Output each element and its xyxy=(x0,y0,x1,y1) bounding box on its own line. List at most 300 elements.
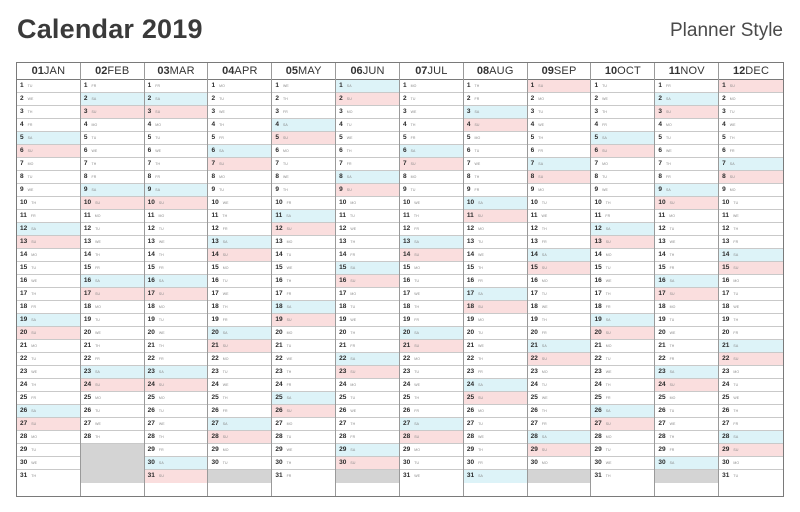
weekday-label: FR xyxy=(669,357,675,361)
day-number: 13 xyxy=(20,238,28,245)
day-number: 1 xyxy=(402,82,407,89)
day-number: 25 xyxy=(530,394,538,401)
weekday-label: MO xyxy=(541,370,548,374)
day-number: 25 xyxy=(275,394,283,401)
day-number: 20 xyxy=(275,329,283,336)
day-number: 14 xyxy=(147,251,155,258)
day-cell xyxy=(655,314,718,327)
weekday-label: MO xyxy=(95,396,101,400)
day-number: 5 xyxy=(339,134,343,141)
day-cell xyxy=(208,379,271,392)
day-number: 2 xyxy=(211,95,216,102)
weekday-label: MO xyxy=(605,435,612,439)
day-number: 2 xyxy=(658,95,662,102)
day-cell xyxy=(17,171,80,184)
day-cell xyxy=(81,418,144,431)
day-cell xyxy=(528,249,591,262)
weekday-label: TU xyxy=(31,266,37,270)
day-number: 1 xyxy=(594,82,599,89)
day-number: 20 xyxy=(466,329,475,336)
weekday-label: TH xyxy=(95,253,100,257)
day-cell xyxy=(464,418,527,431)
day-number: 6 xyxy=(147,147,152,154)
day-number: 7 xyxy=(211,160,216,167)
day-number: 25 xyxy=(20,394,28,401)
day-cell xyxy=(336,132,399,145)
day-number: 12 xyxy=(339,225,347,232)
weekday-label: WE xyxy=(286,266,293,270)
day-number: 10 xyxy=(594,199,602,206)
day-cell xyxy=(17,353,80,366)
weekday-label: SU xyxy=(286,227,292,231)
month-column-jun xyxy=(336,63,400,496)
day-cell xyxy=(208,327,271,340)
weekday-label: TU xyxy=(31,448,37,452)
day-cell xyxy=(272,236,335,249)
day-number: 3 xyxy=(211,108,216,115)
weekday-label: FR xyxy=(158,266,164,270)
day-cell xyxy=(272,184,335,197)
weekday-label: TH xyxy=(474,84,480,88)
weekday-label: SU xyxy=(350,370,356,374)
weekday-label: FR xyxy=(91,175,97,179)
day-cell xyxy=(17,119,80,132)
day-cell xyxy=(17,197,80,210)
day-number: 29 xyxy=(339,446,347,453)
day-number: 25 xyxy=(402,394,411,401)
month-header xyxy=(591,63,654,80)
day-number: 28 xyxy=(658,433,666,440)
month-name: NOV xyxy=(680,65,705,77)
day-cell xyxy=(208,184,271,197)
weekday-label: TH xyxy=(538,136,544,140)
day-number: 13 xyxy=(83,238,92,245)
weekday-label: FR xyxy=(729,149,735,153)
weekday-label: SU xyxy=(286,318,292,322)
day-number: 2 xyxy=(339,95,343,102)
day-cell xyxy=(591,418,654,431)
day-cell xyxy=(145,119,208,132)
day-cell xyxy=(655,340,718,353)
day-number: 18 xyxy=(83,303,92,310)
weekday-label: SU xyxy=(729,175,735,179)
day-cell xyxy=(719,106,783,119)
day-number: 22 xyxy=(594,355,602,362)
day-number: 12 xyxy=(20,225,28,232)
weekday-label: TH xyxy=(31,474,37,478)
day-cell xyxy=(528,197,591,210)
day-cell xyxy=(591,171,654,184)
day-cell xyxy=(655,249,718,262)
day-cell xyxy=(17,145,80,158)
weekday-label: MO xyxy=(350,292,357,296)
day-number: 2 xyxy=(530,95,535,102)
weekday-label: FR xyxy=(605,396,611,400)
day-cell xyxy=(336,418,399,431)
day-cell xyxy=(464,145,527,158)
weekday-label: FR xyxy=(669,448,675,452)
day-cell xyxy=(464,262,527,275)
day-number: 14 xyxy=(658,251,666,258)
day-number: 21 xyxy=(20,342,28,349)
day-number: 30 xyxy=(530,459,538,466)
weekday-label: TU xyxy=(219,188,224,192)
month-column-jul xyxy=(400,63,464,496)
weekday-label: SU xyxy=(733,357,739,361)
weekday-label: SA xyxy=(605,227,611,231)
weekday-label: WE xyxy=(733,305,740,309)
month-number: 04 xyxy=(222,65,235,77)
day-cell xyxy=(528,158,591,171)
weekday-label: TU xyxy=(222,279,228,283)
day-cell xyxy=(719,184,783,197)
weekday-label: SA xyxy=(222,331,228,335)
day-cell xyxy=(272,210,335,223)
weekday-label: FR xyxy=(414,227,420,231)
day-cell xyxy=(336,457,399,470)
day-number: 19 xyxy=(658,316,666,323)
day-number: 28 xyxy=(530,433,538,440)
day-cell xyxy=(464,444,527,457)
weekday-label: TH xyxy=(350,331,356,335)
day-number: 30 xyxy=(339,459,347,466)
day-number: 11 xyxy=(530,212,538,219)
day-cell xyxy=(145,262,208,275)
day-cell xyxy=(464,366,527,379)
day-cell xyxy=(400,457,463,470)
weekday-label: TH xyxy=(410,123,416,127)
weekday-label: MO xyxy=(478,409,484,413)
day-number: 20 xyxy=(658,329,666,336)
day-number: 6 xyxy=(339,147,343,154)
weekday-label: TH xyxy=(222,305,228,309)
day-cell xyxy=(208,236,271,249)
day-number: 15 xyxy=(466,264,475,271)
day-cell xyxy=(400,132,463,145)
weekday-label: WE xyxy=(158,331,165,335)
weekday-label: FR xyxy=(541,240,547,244)
day-cell xyxy=(81,392,144,405)
day-cell xyxy=(400,405,463,418)
weekday-label: SU xyxy=(733,266,739,270)
day-cell xyxy=(464,93,527,106)
day-number: 23 xyxy=(339,368,347,375)
day-cell xyxy=(145,236,208,249)
day-number: 21 xyxy=(658,342,666,349)
day-number: 21 xyxy=(466,342,475,349)
month-name: MAR xyxy=(169,65,195,77)
weekday-label: TH xyxy=(91,162,97,166)
day-number: 30 xyxy=(402,459,411,466)
day-number: 22 xyxy=(211,355,219,362)
day-cell xyxy=(719,340,783,353)
day-number: 24 xyxy=(530,381,538,388)
day-cell xyxy=(400,262,463,275)
day-cell xyxy=(464,340,527,353)
day-number: 19 xyxy=(466,316,475,323)
day-cell xyxy=(272,106,335,119)
month-header xyxy=(655,63,718,80)
weekday-label: WE xyxy=(414,474,421,478)
day-cell xyxy=(272,145,335,158)
weekday-label: SU xyxy=(669,292,675,296)
day-cell xyxy=(591,379,654,392)
day-cell xyxy=(81,106,144,119)
day-number: 3 xyxy=(658,108,662,115)
day-cell xyxy=(528,353,591,366)
weekday-label: WE xyxy=(222,201,229,205)
day-number: 30 xyxy=(466,459,475,466)
day-cell xyxy=(272,314,335,327)
day-number: 12 xyxy=(83,225,92,232)
day-number: 31 xyxy=(594,472,602,479)
day-number: 8 xyxy=(594,173,599,180)
weekday-label: TH xyxy=(95,344,100,348)
day-number: 25 xyxy=(211,394,219,401)
month-header xyxy=(208,63,271,80)
day-cell xyxy=(528,184,591,197)
day-cell xyxy=(17,340,80,353)
weekday-label: TU xyxy=(478,331,483,335)
day-number: 27 xyxy=(530,420,538,427)
day-cell xyxy=(208,431,271,444)
weekday-label: TH xyxy=(155,162,161,166)
weekday-label: SU xyxy=(602,149,608,153)
day-number: 13 xyxy=(211,238,219,245)
day-cell xyxy=(591,145,654,158)
day-number: 16 xyxy=(147,277,155,284)
weekday-label: TU xyxy=(155,136,161,140)
weekday-label: TU xyxy=(541,383,547,387)
day-number: 7 xyxy=(83,160,88,167)
weekday-label: SU xyxy=(669,383,675,387)
day-cell xyxy=(145,275,208,288)
weekday-label: FR xyxy=(222,318,228,322)
day-number: 20 xyxy=(594,329,602,336)
day-number: 19 xyxy=(594,316,602,323)
day-number: 17 xyxy=(275,290,283,297)
day-number: 23 xyxy=(466,368,475,375)
day-cell xyxy=(400,431,463,444)
month-number: 10 xyxy=(604,65,618,77)
day-number: 11 xyxy=(658,212,666,219)
day-number: 10 xyxy=(466,199,475,206)
day-number: 21 xyxy=(211,342,219,349)
day-number: 10 xyxy=(402,199,411,206)
weekday-label: MO xyxy=(733,370,740,374)
day-number: 8 xyxy=(147,173,152,180)
weekday-label: SA xyxy=(478,474,483,478)
weekday-label: MO xyxy=(94,214,101,218)
weekday-label: TU xyxy=(733,201,739,205)
day-cell xyxy=(464,171,527,184)
weekday-label: SA xyxy=(222,240,228,244)
day-cell xyxy=(719,249,783,262)
day-number: 20 xyxy=(530,329,538,336)
day-number: 9 xyxy=(402,186,407,193)
weekday-label: MO xyxy=(282,149,289,153)
weekday-label: WE xyxy=(541,396,548,400)
weekday-label: WE xyxy=(31,279,38,283)
weekday-label: SU xyxy=(95,292,101,296)
weekday-label: TH xyxy=(31,201,37,205)
weekday-label: FR xyxy=(414,409,420,413)
weekday-label: MO xyxy=(541,461,548,465)
weekday-label: MO xyxy=(346,110,353,114)
day-cell xyxy=(719,145,783,158)
day-cell xyxy=(208,210,271,223)
day-cell xyxy=(400,366,463,379)
day-cell xyxy=(145,80,208,93)
weekday-label: TU xyxy=(605,266,611,270)
day-number: 11 xyxy=(722,212,730,219)
weekday-label: MO xyxy=(350,383,357,387)
weekday-label: FR xyxy=(478,370,483,374)
weekday-label: SA xyxy=(414,422,420,426)
day-cell xyxy=(336,93,399,106)
day-number: 25 xyxy=(594,394,602,401)
day-cell xyxy=(591,249,654,262)
day-number: 29 xyxy=(466,446,475,453)
weekday-label: SA xyxy=(286,214,292,218)
weekday-label: WE xyxy=(350,318,357,322)
weekday-label: FR xyxy=(286,292,292,296)
day-number: 9 xyxy=(594,186,599,193)
day-cell xyxy=(145,392,208,405)
weekday-label: FR xyxy=(669,266,675,270)
day-cell xyxy=(208,418,271,431)
weekday-label: SA xyxy=(605,318,611,322)
day-cell xyxy=(400,418,463,431)
day-number: 14 xyxy=(722,251,730,258)
weekday-label: TU xyxy=(219,97,224,101)
empty-day-cell xyxy=(81,444,144,457)
day-cell xyxy=(272,132,335,145)
weekday-label: SU xyxy=(222,253,228,257)
day-number: 13 xyxy=(147,238,155,245)
day-number: 13 xyxy=(594,238,602,245)
month-header xyxy=(272,63,335,80)
day-cell xyxy=(400,223,463,236)
day-number: 30 xyxy=(594,459,602,466)
day-number: 5 xyxy=(530,134,535,141)
day-cell xyxy=(336,353,399,366)
weekday-label: FR xyxy=(219,136,224,140)
day-cell xyxy=(591,457,654,470)
day-cell xyxy=(655,93,718,106)
month-header xyxy=(17,63,80,80)
day-cell xyxy=(81,275,144,288)
day-number: 2 xyxy=(83,95,88,102)
weekday-label: TH xyxy=(27,110,33,114)
day-number: 25 xyxy=(147,394,155,401)
weekday-label: MO xyxy=(602,162,608,166)
day-cell xyxy=(336,119,399,132)
day-cell xyxy=(272,340,335,353)
weekday-label: SU xyxy=(27,149,33,153)
day-number: 21 xyxy=(275,342,283,349)
day-cell xyxy=(591,314,654,327)
day-cell xyxy=(528,262,591,275)
weekday-label: FR xyxy=(286,201,292,205)
day-number: 13 xyxy=(722,238,730,245)
weekday-label: TU xyxy=(346,123,352,127)
weekday-label: SA xyxy=(478,383,483,387)
day-cell xyxy=(528,314,591,327)
weekday-label: FR xyxy=(733,240,739,244)
day-cell xyxy=(591,236,654,249)
day-number: 1 xyxy=(211,82,216,89)
weekday-label: MO xyxy=(733,461,740,465)
day-number: 30 xyxy=(20,459,28,466)
month-name: JUN xyxy=(362,65,385,77)
weekday-label: WE xyxy=(282,175,289,179)
day-cell xyxy=(17,366,80,379)
weekday-label: FR xyxy=(665,175,671,179)
day-cell xyxy=(400,288,463,301)
weekday-label: MO xyxy=(350,201,357,205)
weekday-label: FR xyxy=(286,474,292,478)
weekday-label: SU xyxy=(219,162,225,166)
weekday-label: SU xyxy=(665,110,672,114)
weekday-label: SA xyxy=(155,97,161,101)
day-cell xyxy=(336,145,399,158)
day-cell xyxy=(336,431,399,444)
day-number: 8 xyxy=(658,173,662,180)
weekday-label: TH xyxy=(669,344,675,348)
weekday-label: TH xyxy=(219,123,224,127)
weekday-label: SU xyxy=(346,97,352,101)
day-cell xyxy=(400,210,463,223)
day-number: 3 xyxy=(339,108,343,115)
weekday-label: FR xyxy=(733,422,739,426)
weekday-label: TH xyxy=(733,409,739,413)
day-number: 8 xyxy=(339,173,343,180)
weekday-label: SA xyxy=(541,344,547,348)
weekday-label: TH xyxy=(158,435,164,439)
month-column-apr xyxy=(208,63,272,496)
weekday-label: SA xyxy=(158,279,164,283)
weekday-label: WE xyxy=(669,240,676,244)
day-cell xyxy=(81,301,144,314)
day-number: 16 xyxy=(339,277,347,284)
weekday-label: WE xyxy=(541,214,548,218)
day-number: 10 xyxy=(658,199,666,206)
day-cell xyxy=(336,366,399,379)
weekday-label: WE xyxy=(350,227,357,231)
day-cell xyxy=(336,158,399,171)
weekday-label: MO xyxy=(222,357,229,361)
day-number: 18 xyxy=(211,303,219,310)
weekday-label: MO xyxy=(733,279,740,283)
day-cell xyxy=(464,119,527,132)
day-cell xyxy=(464,405,527,418)
day-number: 4 xyxy=(339,121,343,128)
weekday-label: TU xyxy=(414,279,420,283)
weekday-label: MO xyxy=(729,97,736,101)
weekday-label: WE xyxy=(602,97,608,101)
day-number: 11 xyxy=(211,212,219,219)
day-cell xyxy=(81,93,144,106)
weekday-label: MO xyxy=(286,422,293,426)
day-number: 6 xyxy=(20,147,24,154)
weekday-label: MO xyxy=(729,188,736,192)
weekday-label: WE xyxy=(729,123,736,127)
day-cell xyxy=(655,132,718,145)
day-number: 29 xyxy=(275,446,283,453)
day-number: 5 xyxy=(594,134,599,141)
weekday-label: MO xyxy=(414,266,421,270)
